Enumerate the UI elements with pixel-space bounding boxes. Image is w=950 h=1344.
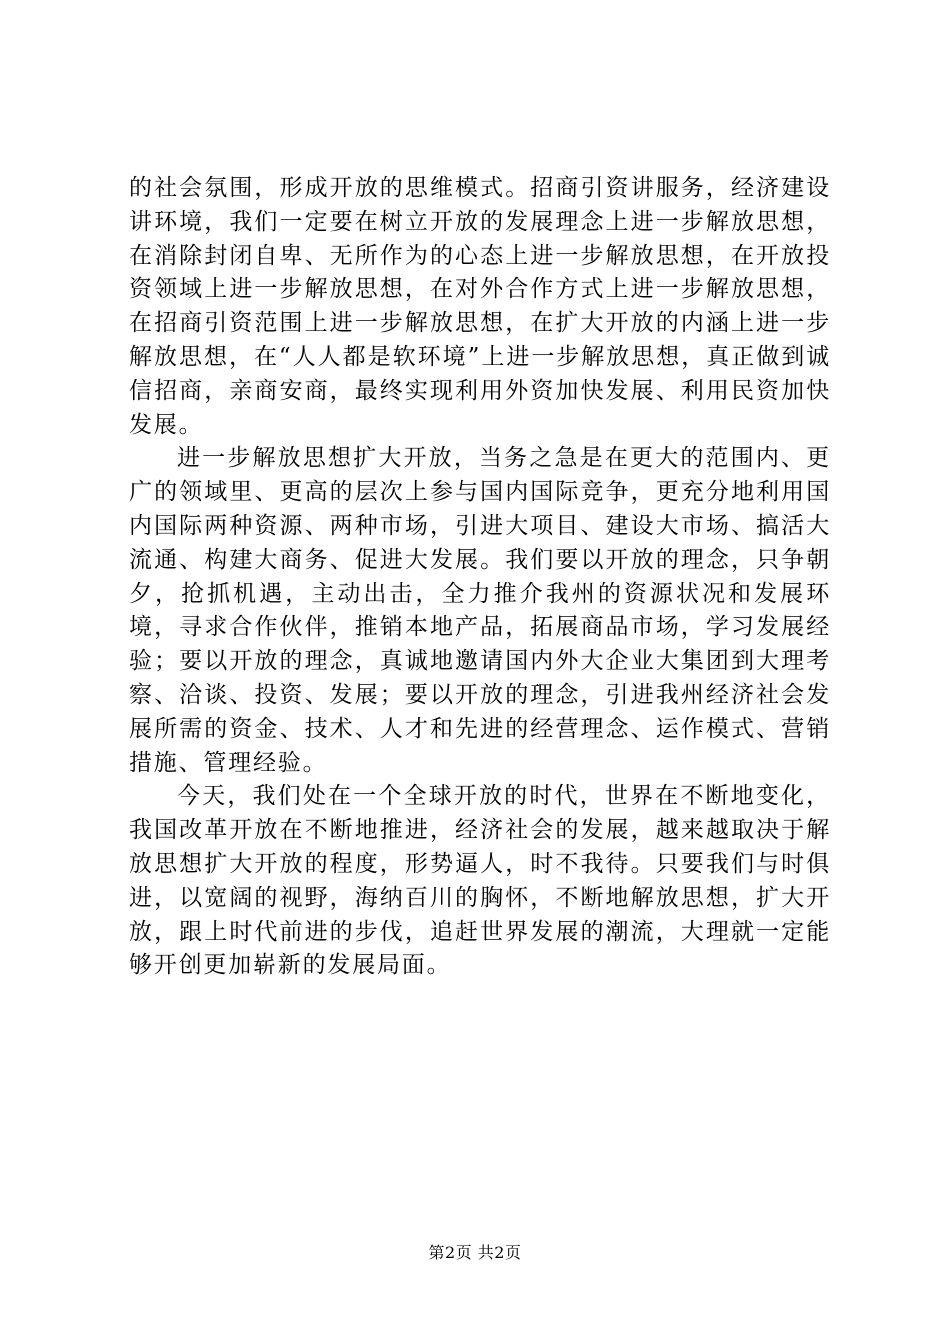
page-footer: 第2页 共2页: [428, 1243, 522, 1262]
paragraph-3: 今天，我们处在一个全球开放的时代，世界在不断地变化，我国改革开放在不断地推进，经济社会的发展，越来越取决于解放思想扩大开放的程度，形势逼人，时不我待。只要我们与时俱进，以宽阔的视野，海纳百川的胸怀，不断地解放思想，扩大开放，跟上时代前进的步伐，追赶世界发展的潮流，大理就一定能够开创更加崭新的发展局面。: [129, 783, 831, 979]
document-body: [129, 172, 831, 983]
paragraph-2: 进一步解放思想扩大开放，当务之急是在更大的范围内、更广的领域里、更高的层次上参与国内国际竞争，更充分地利用国内国际两种资源、两种市场，引进大项目、建设大市场、搞活大流通、构建大商务、促进大发展。我们要以开放的理念，只争朝夕，抢抓机遇，主动出击，全力推介我州的资源状况和发展环境，寻求合作伙伴，推销本地产品，拓展商品市场，学习发展经验；要以开放的理念，真诚地邀请国内外大企业大集团到大理考察、洽谈、投资、发展；要以开放的理念，引进我州经济社会发展所需的资金、技术、人才和先进的经营理念、运作模式、营销措施、管理经验。: [129, 445, 831, 776]
paragraph-1: 的社会氛围，形成开放的思维模式。招商引资讲服务，经济建设讲环境，我们一定要在树立开放的发展理念上进一步解放思想，在消除封闭自卑、无所作为的心态上进一步解放思想，在开放投资领域上进一步解放思想，在对外合作方式上进一步解放思想，在招商引资范围上进一步解放思想，在扩大开放的内涵上进一步解放思想，在“人人都是软环境”上进一步解放思想，真正做到诚信招商，亲商安商，最终实现利用外资加快发展、利用民资加快发展。: [129, 175, 831, 438]
